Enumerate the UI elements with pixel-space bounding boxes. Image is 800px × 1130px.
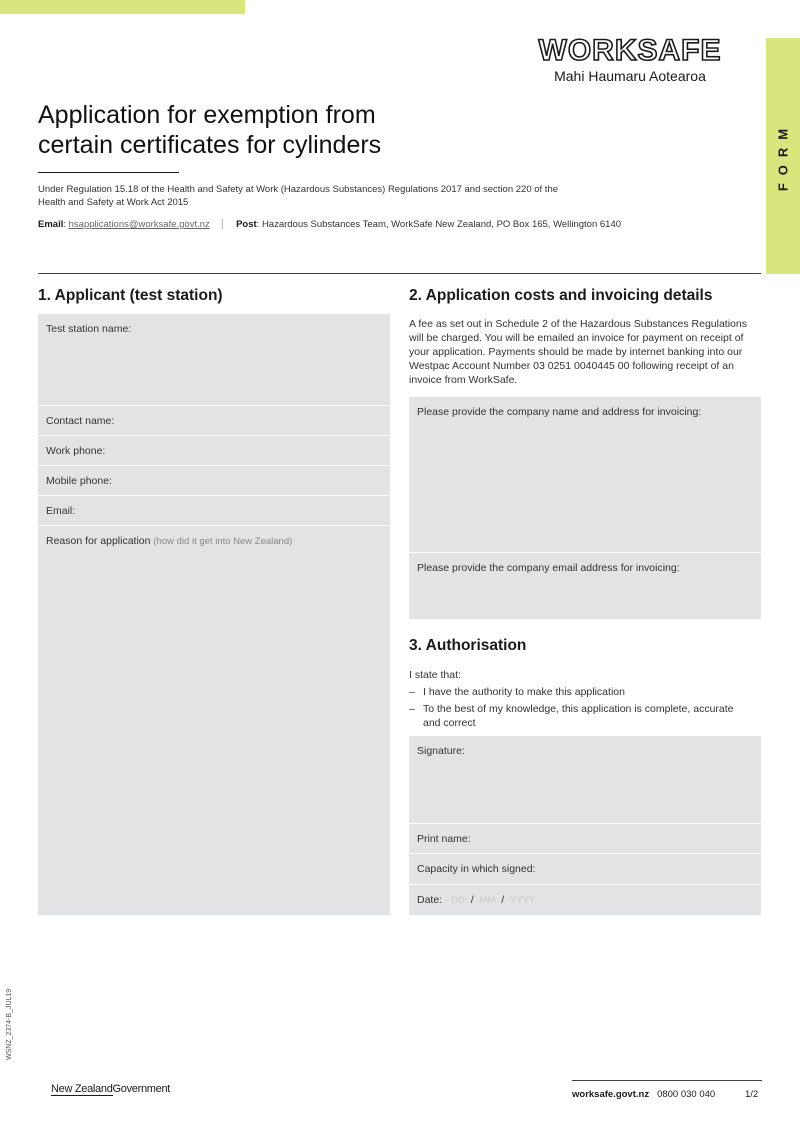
reason-for-application-field[interactable] xyxy=(38,526,390,915)
logo-tagline: Mahi Haumaru Aotearoa xyxy=(554,68,706,84)
mobile-phone-field[interactable] xyxy=(38,466,390,496)
test-station-name-label: Test station name: xyxy=(46,323,132,335)
form-code: WSNZ_2374-B_JUL19 xyxy=(6,988,13,1060)
form-side-tab xyxy=(766,38,800,274)
logo-wordmark: WORKSAFE xyxy=(538,34,722,67)
statement-item xyxy=(409,685,739,699)
signature-label: Signature: xyxy=(417,745,465,757)
capacity-field[interactable] xyxy=(409,854,761,885)
top-accent-bar xyxy=(0,0,245,14)
date-day-placeholder[interactable]: DD xyxy=(451,895,465,906)
print-name-label: Print name: xyxy=(417,833,471,845)
footer-contact xyxy=(572,1089,715,1100)
form-side-tab-label: FORM xyxy=(775,120,791,192)
date-month-placeholder[interactable]: MM xyxy=(479,895,496,906)
capacity-label: Capacity in which signed: xyxy=(417,863,536,875)
date-separator: / xyxy=(501,894,505,906)
invoicing-fields xyxy=(409,397,761,619)
post-address: Hazardous Substances Team, WorkSafe New Zealand, PO Box 165, Wellington 6140 xyxy=(261,219,622,230)
mobile-phone-label: Mobile phone: xyxy=(46,475,112,487)
authorisation-statements xyxy=(409,685,739,733)
header-divider xyxy=(38,273,761,274)
contact-separator xyxy=(222,219,223,229)
company-name-address-label: Please provide the company name and address for invoicing: xyxy=(417,406,702,418)
work-phone-field[interactable] xyxy=(38,436,390,466)
regulation-line-1: Under Regulation 15.18 of the Health and Safety at Work (Hazardous Substances) Regulations 2017 and section 220 of the xyxy=(38,184,559,195)
statement-text: I have the authority to make this application xyxy=(423,686,625,698)
contact-line: Email: hsapplications@worksafe.govt.nz Post: Hazardous Substances Team, WorkSafe New Zealand, PO Box 165, Wellington 6140 xyxy=(38,219,622,230)
signature-field[interactable] xyxy=(409,736,761,824)
test-station-name-field[interactable] xyxy=(38,314,390,406)
work-phone-label: Work phone: xyxy=(46,445,106,457)
section-2-title: 2. Application costs and invoicing details xyxy=(409,287,713,304)
gov-logo-part-a: New Zealand xyxy=(51,1083,113,1095)
date-separator: / xyxy=(470,894,474,906)
regulation-line-2: Health and Safety at Work Act 2015 xyxy=(38,197,189,208)
post-label: Post xyxy=(236,219,257,230)
date-year-placeholder[interactable]: YYYY xyxy=(510,895,536,906)
date-label: Date: xyxy=(417,894,443,906)
list-dash: – xyxy=(409,703,415,715)
title-line-1: Application for exemption from xyxy=(38,101,376,129)
nz-government-logo xyxy=(51,1083,170,1095)
reason-label: Reason for application xyxy=(46,535,151,547)
contact-name-label: Contact name: xyxy=(46,415,115,427)
gov-logo-part-b: Government xyxy=(112,1083,171,1095)
page-title xyxy=(38,100,498,160)
applicant-fields xyxy=(38,314,390,915)
page-number: 1/2 xyxy=(745,1089,759,1100)
reason-hint: (how did it get into New Zealand) xyxy=(153,536,293,547)
company-email-field[interactable] xyxy=(409,553,761,619)
title-divider xyxy=(38,172,179,173)
email-field-label: Email: xyxy=(46,505,76,517)
footer-divider xyxy=(572,1080,762,1081)
section-3-title: 3. Authorisation xyxy=(409,637,527,654)
contact-name-field[interactable] xyxy=(38,406,390,436)
footer-website[interactable]: worksafe.govt.nz xyxy=(572,1089,650,1100)
worksafe-logo xyxy=(525,36,735,84)
regulation-text xyxy=(38,183,638,209)
authorisation-intro: I state that: xyxy=(409,669,461,681)
email-field[interactable] xyxy=(38,496,390,526)
email-label: Email xyxy=(38,219,64,230)
section-1-title: 1. Applicant (test station) xyxy=(38,287,223,304)
date-field[interactable] xyxy=(409,885,761,915)
statement-item xyxy=(409,702,739,730)
print-name-field[interactable] xyxy=(409,824,761,854)
list-dash: – xyxy=(409,686,415,698)
title-line-2: certain certificates for cylinders xyxy=(38,131,382,159)
email-link[interactable]: hsapplications@worksafe.govt.nz xyxy=(68,219,210,230)
company-email-label: Please provide the company email address for invoicing: xyxy=(417,562,680,574)
statement-text: To the best of my knowledge, this application is complete, accurate and correct xyxy=(423,703,734,729)
authorisation-fields xyxy=(409,736,761,915)
company-name-address-field[interactable] xyxy=(409,397,761,553)
fee-description: A fee as set out in Schedule 2 of the Hazardous Substances Regulations will be charged. You will be emailed an invoice for payment on receipt of your application. Payments should be made by internet banking into our Westpac Account Number 03 0251 0040445 00 following receipt of an invoice from WorkSafe. xyxy=(409,318,747,386)
footer-phone: 0800 030 040 xyxy=(657,1089,716,1100)
